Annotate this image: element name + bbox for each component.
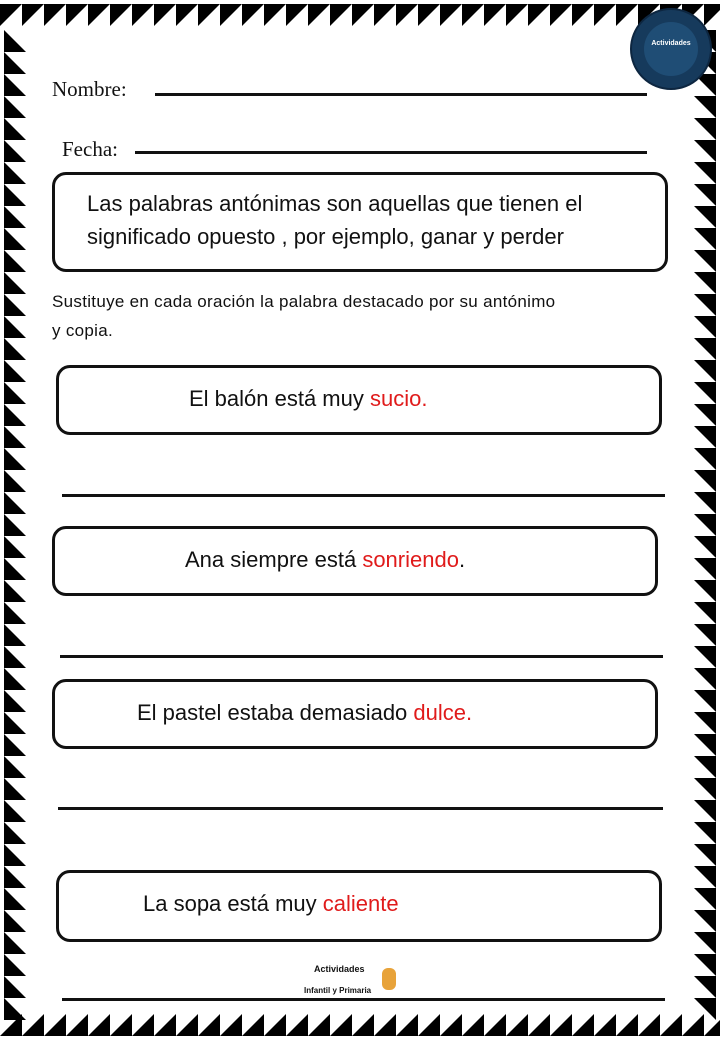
logo-ring [644, 22, 698, 76]
border-triangle [694, 580, 716, 602]
border-triangle [418, 1014, 440, 1036]
border-triangle [572, 1014, 594, 1036]
border-triangle [0, 4, 22, 26]
border-triangle [638, 1014, 660, 1036]
border-triangle [462, 4, 484, 26]
border-triangle [4, 712, 26, 734]
answer-line-3[interactable] [58, 807, 663, 810]
border-triangle [4, 360, 26, 382]
sentence-1-highlight: sucio. [369, 386, 428, 411]
border-triangle [4, 844, 26, 866]
border-triangle [110, 4, 132, 26]
border-triangle [694, 800, 716, 822]
instruction-line-1: Sustituye en cada oración la palabra destacado por su antónimo [52, 292, 556, 311]
border-triangle [44, 1014, 66, 1036]
border-triangle [694, 646, 716, 668]
brand-logo-bottom [300, 962, 400, 1002]
definition-line-2: significado opuesto , por ejemplo, ganar y perder [87, 224, 564, 249]
border-triangle [694, 734, 716, 756]
border-triangle [704, 4, 720, 26]
answer-line-2[interactable] [60, 655, 663, 658]
border-triangle [242, 1014, 264, 1036]
name-label: Nombre: [52, 77, 127, 101]
border-triangle [396, 1014, 418, 1036]
border-triangle [694, 558, 716, 580]
border-triangle [694, 866, 716, 888]
sentence-4-prefix: La sopa está muy [143, 891, 323, 916]
border-triangle [694, 338, 716, 360]
bottom-logo-line-2: Infantil y Primaria [304, 986, 372, 995]
border-triangle [22, 1014, 44, 1036]
border-triangle [396, 4, 418, 26]
border-triangle [694, 998, 716, 1020]
bottom-logo-line-1: Actividades [314, 964, 365, 974]
border-triangle [176, 4, 198, 26]
border-triangle [694, 756, 716, 778]
border-triangle [694, 404, 716, 426]
sentence-text-2 [185, 545, 465, 575]
border-triangle [594, 4, 616, 26]
border-triangle [694, 844, 716, 866]
border-triangle [682, 1014, 704, 1036]
sentence-box-2 [52, 526, 658, 596]
border-triangle [4, 74, 26, 96]
logo-text: Actividades [651, 40, 691, 47]
border-triangle [308, 4, 330, 26]
border-triangle [4, 184, 26, 206]
border-triangle [594, 1014, 616, 1036]
sentence-box-3 [52, 679, 658, 749]
border-triangle [694, 184, 716, 206]
border-triangle [4, 778, 26, 800]
mascot-icon [382, 968, 396, 990]
border-triangle [176, 1014, 198, 1036]
instruction-line-2: y copia. [52, 321, 113, 340]
border-triangle [694, 690, 716, 712]
border-triangle [694, 140, 716, 162]
border-triangle [528, 4, 550, 26]
border-triangle [4, 250, 26, 272]
border-triangle [88, 4, 110, 26]
border-triangle [330, 1014, 352, 1036]
border-triangle [4, 624, 26, 646]
border-triangle [286, 4, 308, 26]
border-triangle [660, 1014, 682, 1036]
date-label: Fecha: [62, 137, 118, 161]
sentence-text-1 [189, 384, 427, 414]
sentence-1-prefix: El balón está muy [189, 386, 370, 411]
border-triangle [616, 1014, 638, 1036]
border-triangle [352, 1014, 374, 1036]
definition-box [52, 172, 668, 272]
border-triangle [220, 4, 242, 26]
border-triangle [4, 206, 26, 228]
border-triangle [694, 470, 716, 492]
border-triangle [440, 4, 462, 26]
border-triangle [44, 4, 66, 26]
definition-line-1: Las palabras antónimas son aquellas que tienen el [87, 191, 583, 216]
instruction-text [52, 287, 692, 345]
brand-logo-top [630, 8, 712, 90]
border-triangle [4, 294, 26, 316]
border-triangle [22, 4, 44, 26]
border-triangle [4, 52, 26, 74]
border-triangle [694, 954, 716, 976]
border-triangle [242, 4, 264, 26]
border-triangle [4, 976, 26, 998]
border-triangle [694, 822, 716, 844]
sentence-2-prefix: Ana siempre está [185, 547, 363, 572]
border-triangle [66, 1014, 88, 1036]
border-triangle [198, 1014, 220, 1036]
border-triangle [572, 4, 594, 26]
border-triangle [694, 624, 716, 646]
border-triangle [4, 118, 26, 140]
border-triangle [4, 932, 26, 954]
border-triangle [66, 4, 88, 26]
answer-line-1[interactable] [62, 494, 665, 497]
border-triangle [694, 316, 716, 338]
border-triangle [694, 492, 716, 514]
sentence-text-4 [143, 889, 399, 919]
border-triangle [418, 4, 440, 26]
border-triangle [506, 4, 528, 26]
border-triangle [694, 514, 716, 536]
border-triangle [4, 668, 26, 690]
border-triangle [4, 822, 26, 844]
border-triangle [4, 646, 26, 668]
border-triangle [4, 800, 26, 822]
border-triangle [694, 536, 716, 558]
border-triangle [4, 910, 26, 932]
name-field-line[interactable] [155, 93, 647, 96]
border-triangle [694, 932, 716, 954]
border-triangle [694, 272, 716, 294]
border-triangle [694, 976, 716, 998]
border-triangle [4, 470, 26, 492]
border-triangle [4, 404, 26, 426]
border-triangle [694, 228, 716, 250]
border-triangle [4, 162, 26, 184]
border-triangle [154, 4, 176, 26]
border-triangle [694, 712, 716, 734]
border-triangle [704, 1014, 720, 1036]
border-triangle [4, 426, 26, 448]
border-triangle [694, 910, 716, 932]
sentence-2-highlight: sonriendo [362, 547, 459, 572]
border-triangle [694, 162, 716, 184]
border-triangle [4, 272, 26, 294]
border-triangle [198, 4, 220, 26]
border-triangle [352, 4, 374, 26]
border-triangle [694, 250, 716, 272]
border-triangle [694, 668, 716, 690]
border-triangle [4, 536, 26, 558]
border-triangle [484, 4, 506, 26]
border-triangle [484, 1014, 506, 1036]
border-triangle [4, 492, 26, 514]
border-triangle [4, 140, 26, 162]
border-triangle [110, 1014, 132, 1036]
border-triangle [4, 690, 26, 712]
border-triangle [694, 294, 716, 316]
border-triangle [4, 30, 26, 52]
border-triangle [4, 228, 26, 250]
border-triangle [550, 4, 572, 26]
border-triangle [154, 1014, 176, 1036]
border-triangle [4, 514, 26, 536]
border-triangle [4, 448, 26, 470]
border-triangle [694, 118, 716, 140]
border-triangle [4, 558, 26, 580]
border-triangle [330, 4, 352, 26]
border-triangle [4, 602, 26, 624]
border-triangle [374, 4, 396, 26]
border-triangle [528, 1014, 550, 1036]
border-triangle [694, 602, 716, 624]
border-triangle [616, 4, 638, 26]
border-triangle [4, 756, 26, 778]
border-triangle [132, 1014, 154, 1036]
sentence-3-prefix: El pastel estaba demasiado [137, 700, 414, 725]
border-triangle [694, 448, 716, 470]
border-triangle [132, 4, 154, 26]
definition-text [87, 187, 647, 253]
border-triangle [4, 96, 26, 118]
border-triangle [4, 734, 26, 756]
date-field-line[interactable] [135, 151, 647, 154]
border-triangle [374, 1014, 396, 1036]
border-triangle [694, 426, 716, 448]
border-triangle [462, 1014, 484, 1036]
border-triangle [694, 360, 716, 382]
border-triangle [4, 338, 26, 360]
border-triangle [694, 778, 716, 800]
sentence-4-highlight: caliente [322, 891, 399, 916]
border-triangle [4, 888, 26, 910]
border-triangle [694, 96, 716, 118]
sentence-box-4 [56, 870, 662, 942]
border-triangle [694, 382, 716, 404]
border-triangle [88, 1014, 110, 1036]
border-triangle [4, 954, 26, 976]
sentence-3-highlight: dulce. [413, 700, 473, 725]
border-triangle [694, 888, 716, 910]
border-triangle [4, 382, 26, 404]
sentence-text-3 [137, 698, 472, 728]
border-triangle [4, 316, 26, 338]
border-triangle [264, 4, 286, 26]
border-triangle [308, 1014, 330, 1036]
border-triangle [506, 1014, 528, 1036]
border-triangle [550, 1014, 572, 1036]
border-triangle [220, 1014, 242, 1036]
border-triangle [4, 580, 26, 602]
sentence-box-1 [56, 365, 662, 435]
border-triangle [286, 1014, 308, 1036]
border-triangle [694, 206, 716, 228]
border-triangle [4, 998, 26, 1020]
border-triangle [264, 1014, 286, 1036]
sentence-2-suffix: . [458, 547, 466, 572]
border-triangle [4, 866, 26, 888]
border-triangle [440, 1014, 462, 1036]
